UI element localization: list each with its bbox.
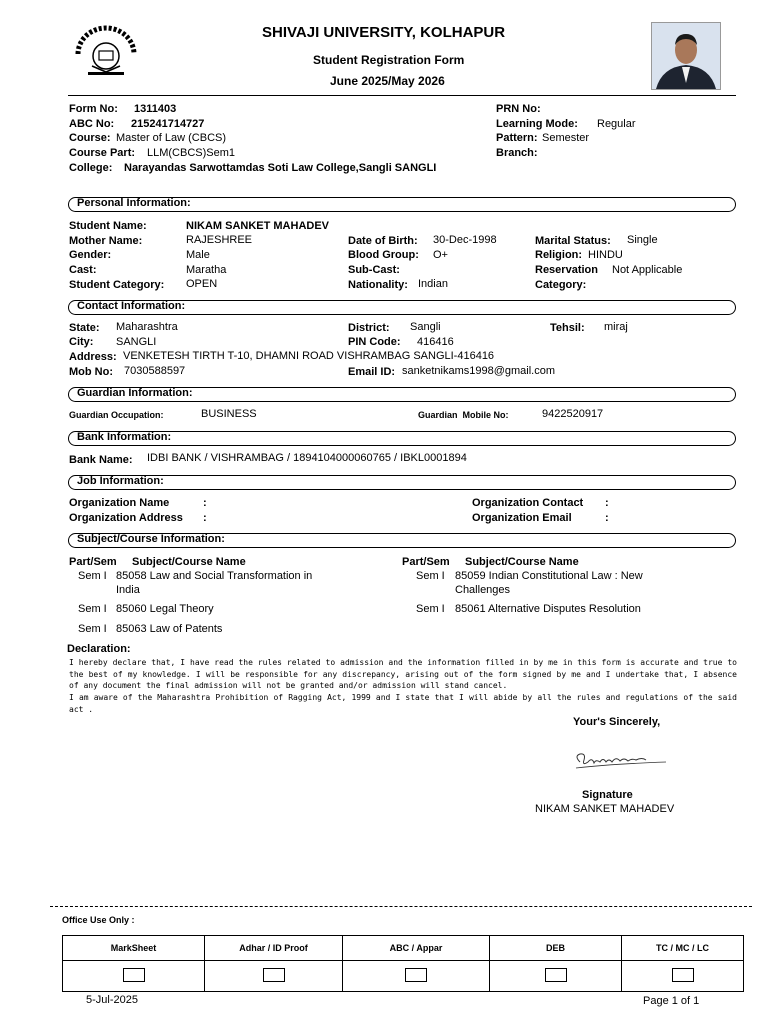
- abc-label: ABC No:: [69, 118, 115, 130]
- contact-info-header: Contact Information:: [68, 300, 736, 315]
- reservation: Not Applicable: [612, 264, 683, 276]
- session: June 2025/May 2026: [330, 74, 445, 88]
- form-no: 1311403: [134, 103, 177, 115]
- closing: Your's Sincerely,: [573, 716, 661, 728]
- col-part-sem-right: Part/Sem: [402, 556, 450, 568]
- org-email-label: Organization Email: [472, 512, 572, 524]
- university-seal-icon: [70, 22, 142, 80]
- office-col-id-proof: Adhar / ID Proof: [205, 936, 343, 961]
- office-col-abc: ABC / Appar: [343, 936, 490, 961]
- state: Maharashtra: [116, 321, 178, 333]
- subject-name: 85060 Legal Theory: [116, 603, 214, 615]
- reservation-label: Reservation: [535, 264, 598, 276]
- footer-date: 5-Jul-2025: [86, 994, 138, 1006]
- office-divider: [50, 906, 752, 907]
- nationality: Indian: [418, 278, 448, 290]
- college: Narayandas Sarwottamdas Soti Law College,Sangli SANGLI: [124, 162, 437, 174]
- category-label: Category:: [535, 279, 587, 291]
- district: Sangli: [410, 321, 441, 333]
- form-no-label: Form No:: [69, 103, 118, 115]
- person-photo-icon: [652, 23, 720, 89]
- college-label: College:: [69, 162, 113, 174]
- bank-info-header: Bank Information:: [68, 431, 736, 446]
- mother-name-label: Mother Name:: [69, 235, 143, 247]
- mother-name: RAJESHREE: [186, 234, 253, 246]
- subject-name: 85063 Law of Patents: [116, 623, 223, 635]
- office-use-title: Office Use Only :: [62, 915, 135, 925]
- religion-label: Religion:: [535, 249, 583, 261]
- footer-page: Page 1 of 1: [643, 995, 700, 1007]
- org-name-label: Organization Name: [69, 497, 170, 509]
- job-info-header: Job Information:: [68, 475, 736, 490]
- student-photo: [651, 22, 721, 90]
- subject-sem: Sem I: [78, 623, 107, 635]
- blood-group: O+: [433, 249, 448, 261]
- guardian-mobile-label: Guardian Mobile No:: [418, 410, 509, 420]
- declaration-title: Declaration:: [67, 643, 131, 655]
- org-contact-colon: :: [605, 497, 609, 509]
- subject-sem: Sem I: [416, 603, 445, 615]
- subject-name: 85058 Law and Social Transformation in: [116, 570, 313, 582]
- learning-mode-label: Learning Mode:: [496, 118, 578, 130]
- header-divider: [68, 95, 736, 96]
- student-name-label: Student Name:: [69, 220, 147, 232]
- blood-group-label: Blood Group:: [348, 249, 419, 261]
- mob-label: Mob No:: [69, 366, 113, 378]
- org-address-colon: :: [203, 512, 207, 524]
- dob: 30-Dec-1998: [433, 234, 497, 246]
- student-category: OPEN: [186, 278, 218, 290]
- pin-code-label: PIN Code:: [348, 336, 401, 348]
- marksheet-checkbox[interactable]: [123, 968, 145, 982]
- mob-no: 7030588597: [124, 365, 186, 377]
- abc-checkbox[interactable]: [405, 968, 427, 982]
- guardian-mobile: 9422520917: [542, 408, 604, 420]
- course-part: LLM(CBCS)Sem1: [147, 147, 236, 159]
- dob-label: Date of Birth:: [348, 235, 418, 247]
- state-label: State:: [69, 322, 100, 334]
- course: Master of Law (CBCS): [116, 132, 227, 144]
- declaration-text-1: I hereby declare that, I have read the rules related to admission and the information filled in by me in this form is accurate and true to the best of my knowledge. I will be responsible for any discrepancy, arising out of the form signed by me and I undertake that, I absence of any document the final admission will not be granted and/or admission will stand cancel.: [69, 658, 737, 690]
- id-proof-checkbox[interactable]: [263, 968, 285, 982]
- course-label: Course:: [69, 132, 111, 144]
- col-part-sem-left: Part/Sem: [69, 556, 117, 568]
- bank-name-label: Bank Name:: [69, 454, 133, 466]
- subject-name: 85061 Alternative Disputes Resolution: [455, 603, 641, 615]
- marital-status: Single: [627, 234, 658, 246]
- cast-label: Cast:: [69, 264, 97, 276]
- nationality-label: Nationality:: [348, 279, 408, 291]
- signature-image: [570, 748, 670, 774]
- handwritten-signature-icon: [570, 748, 670, 774]
- sub-cast-label: Sub-Cast:: [348, 264, 400, 276]
- district-label: District:: [348, 322, 390, 334]
- student-category-label: Student Category:: [69, 279, 165, 291]
- form-title: Student Registration Form: [313, 53, 465, 67]
- declaration-text-2: I am aware of the Maharashtra Prohibition of Ragging Act, 1999 and I state that I will abide by all the rules and regulations of the said act .: [69, 693, 737, 714]
- subject-sem: Sem I: [78, 570, 107, 582]
- subject-name-cont: India: [116, 584, 140, 596]
- abc-no: 215241714727: [131, 118, 205, 130]
- guardian-occupation: BUSINESS: [201, 408, 257, 420]
- bank-details: IDBI BANK / VISHRAMBAG / 1894104000060765 / IBKL0001894: [147, 452, 467, 464]
- prn-label: PRN No:: [496, 103, 541, 115]
- tehsil-label: Tehsil:: [550, 322, 585, 334]
- subject-name: 85059 Indian Constitutional Law : New: [455, 570, 643, 582]
- office-col-marksheet: MarkSheet: [63, 936, 205, 961]
- subject-info-header: Subject/Course Information:: [68, 533, 736, 548]
- deb-checkbox[interactable]: [545, 968, 567, 982]
- org-email-colon: :: [605, 512, 609, 524]
- branch-label: Branch:: [496, 147, 538, 159]
- marital-status-label: Marital Status:: [535, 235, 611, 247]
- org-name-colon: :: [203, 497, 207, 509]
- col-subject-left: Subject/Course Name: [132, 556, 246, 568]
- subject-sem: Sem I: [416, 570, 445, 582]
- subject-name-cont: Challenges: [455, 584, 511, 596]
- city-label: City:: [69, 336, 94, 348]
- gender-label: Gender:: [69, 249, 112, 261]
- office-col-tc: TC / MC / LC: [622, 936, 744, 961]
- email: sanketnikams1998@gmail.com: [402, 365, 556, 377]
- address: VENKETESH TIRTH T-10, DHAMNI ROAD VISHRAMBAG SANGLI-416416: [123, 350, 495, 362]
- city: SANGLI: [116, 336, 157, 348]
- signature-label: Signature: [582, 789, 633, 801]
- subject-sem: Sem I: [78, 603, 107, 615]
- tehsil: miraj: [604, 321, 628, 333]
- signature-name: NIKAM SANKET MAHADEV: [535, 803, 675, 815]
- col-subject-right: Subject/Course Name: [465, 556, 579, 568]
- learning-mode: Regular: [597, 118, 636, 130]
- student-name: NIKAM SANKET MAHADEV: [186, 220, 329, 232]
- university-logo: [70, 22, 142, 80]
- office-use-table: [62, 935, 744, 992]
- guardian-info-header: Guardian Information:: [68, 387, 736, 402]
- course-part-label: Course Part:: [69, 147, 136, 159]
- address-label: Address:: [69, 351, 117, 363]
- personal-info-header: Personal Information:: [68, 197, 736, 212]
- cast: Maratha: [186, 264, 227, 276]
- org-address-label: Organization Address: [69, 512, 183, 524]
- guardian-occupation-label: Guardian Occupation:: [69, 410, 164, 420]
- pattern-label: Pattern:: [496, 132, 538, 144]
- office-col-deb: DEB: [490, 936, 622, 961]
- religion: HINDU: [588, 249, 623, 261]
- university-name: SHIVAJI UNIVERSITY, KOLHAPUR: [262, 24, 506, 41]
- gender: Male: [186, 249, 210, 261]
- tc-checkbox[interactable]: [672, 968, 694, 982]
- pin-code: 416416: [417, 336, 454, 348]
- email-label: Email ID:: [348, 366, 396, 378]
- org-contact-label: Organization Contact: [472, 497, 584, 509]
- pattern: Semester: [542, 132, 590, 144]
